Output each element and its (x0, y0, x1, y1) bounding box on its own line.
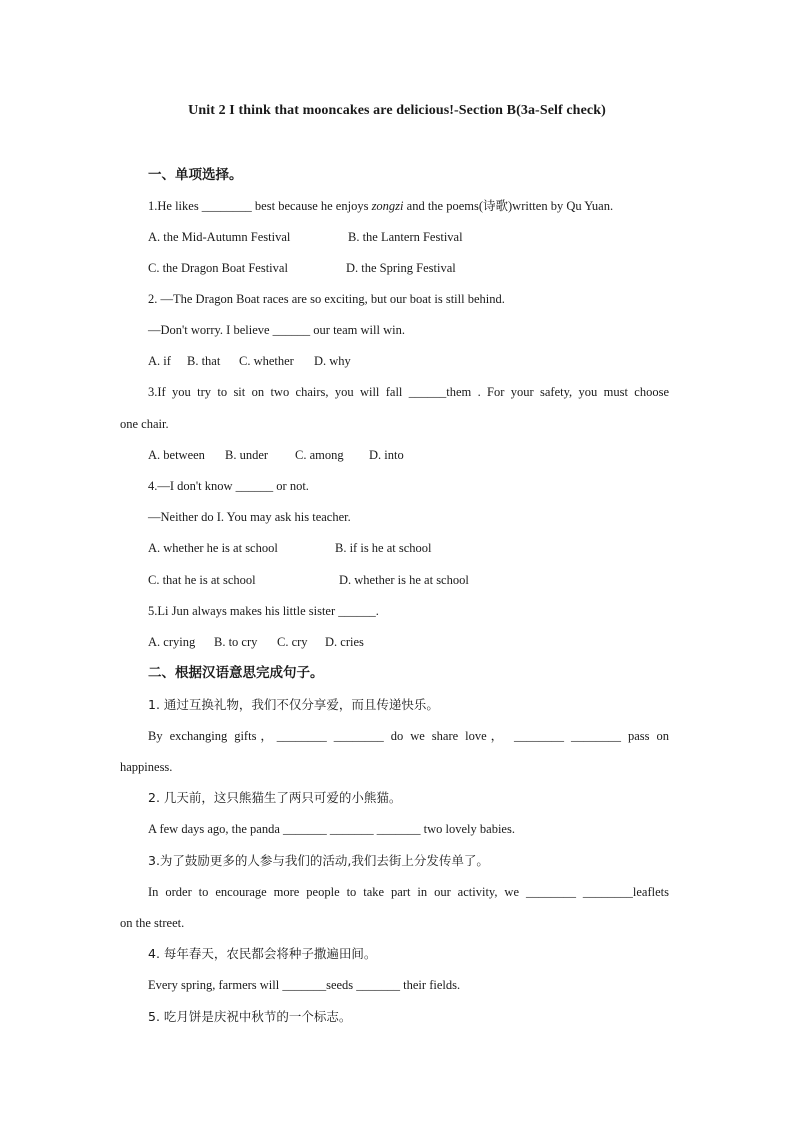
q2-option-c: C. whether (239, 354, 294, 368)
q2-option-d: D. why (314, 354, 351, 368)
q4-option-c: C. that he is at school (148, 573, 256, 587)
question-3-cont: one chair. (120, 417, 169, 431)
translation-5-cn: 5. 吃月饼是庆祝中秋节的一个标志。 (148, 1009, 352, 1024)
q4-option-b: B. if is he at school (335, 541, 432, 555)
q5-option-c: C. cry (277, 635, 308, 649)
question-1-stem (148, 198, 613, 214)
q1-stem-before: 1.He likes ________ best because he enjoys (148, 199, 372, 213)
q2-option-a: A. if (148, 354, 171, 368)
q5-option-b: B. to cry (214, 635, 258, 649)
q4-options-row2 (148, 572, 469, 588)
translation-1-en: By exchanging gifts，________ ________ do we share love， ________ ________ pass on (148, 729, 669, 743)
q1-options-row1 (148, 229, 463, 245)
q4-options-row1 (148, 540, 432, 556)
q1-option-b: B. the Lantern Festival (348, 230, 463, 244)
translation-3-en-cont: on the street. (120, 916, 185, 930)
section2-heading: 二、根据汉语意思完成句子。 (148, 665, 324, 681)
question-2-stem: 2. —The Dragon Boat races are so exciting, but our boat is still behind. (148, 292, 505, 306)
question-3-stem: 3.If you try to sit on two chairs, you will fall ______them . For your safety, you must choose (148, 385, 669, 399)
q3-option-d: D. into (369, 448, 404, 462)
section1-heading: 一、单项选择。 (148, 167, 243, 183)
q1-option-c: C. the Dragon Boat Festival (148, 261, 288, 275)
q5-options (148, 634, 364, 650)
document-title: Unit 2 I think that mooncakes are delicious!-Section B(3a-Self check) (188, 103, 606, 118)
q2-options (148, 353, 351, 369)
q1-option-d: D. the Spring Festival (346, 261, 456, 275)
q3-options (148, 447, 404, 463)
translation-4-en: Every spring, farmers will _______seeds _______ their fields. (148, 978, 461, 992)
translation-2-cn: 2. 几天前，这只熊猫生了两只可爱的小熊猫。 (148, 790, 402, 805)
translation-3-cn: 3.为了鼓励更多的人参与我们的活动,我们去街上分发传单了。 (148, 853, 489, 868)
translation-2-en: A few days ago, the panda _______ _______ _______ two lovely babies. (148, 822, 515, 836)
q4-option-a: A. whether he is at school (148, 541, 278, 555)
question-4-line2: —Neither do I. You may ask his teacher. (148, 510, 351, 524)
question-5-stem: 5.Li Jun always makes his little sister ______. (148, 604, 379, 618)
q4-option-d: D. whether is he at school (339, 573, 469, 587)
q2-option-b: B. that (187, 354, 221, 368)
question-2-line2: —Don't worry. I believe ______ our team will win. (148, 323, 405, 337)
translation-1-en-cont: happiness. (120, 760, 173, 774)
q5-option-a: A. crying (148, 635, 196, 649)
q3-option-b: B. under (225, 448, 269, 462)
q3-option-c: C. among (295, 448, 344, 462)
q5-option-d: D. cries (325, 635, 364, 649)
question-4-stem: 4.—I don't know ______ or not. (148, 479, 309, 493)
q1-stem-italic: zongzi (371, 199, 404, 213)
translation-3-en: In order to encourage more people to take part in our activity, we ________ ________leaflets (148, 885, 669, 899)
translation-1-cn: 1. 通过互换礼物，我们不仅分享爱，而且传递快乐。 (148, 697, 439, 712)
translation-4-cn: 4. 每年春天，农民都会将种子撒遍田间。 (148, 946, 377, 961)
q1-options-row2 (148, 260, 456, 276)
q1-option-a: A. the Mid-Autumn Festival (148, 230, 291, 244)
q3-option-a: A. between (148, 448, 205, 462)
q1-stem-after: and the poems(诗歌)written by Qu Yuan. (403, 199, 614, 213)
